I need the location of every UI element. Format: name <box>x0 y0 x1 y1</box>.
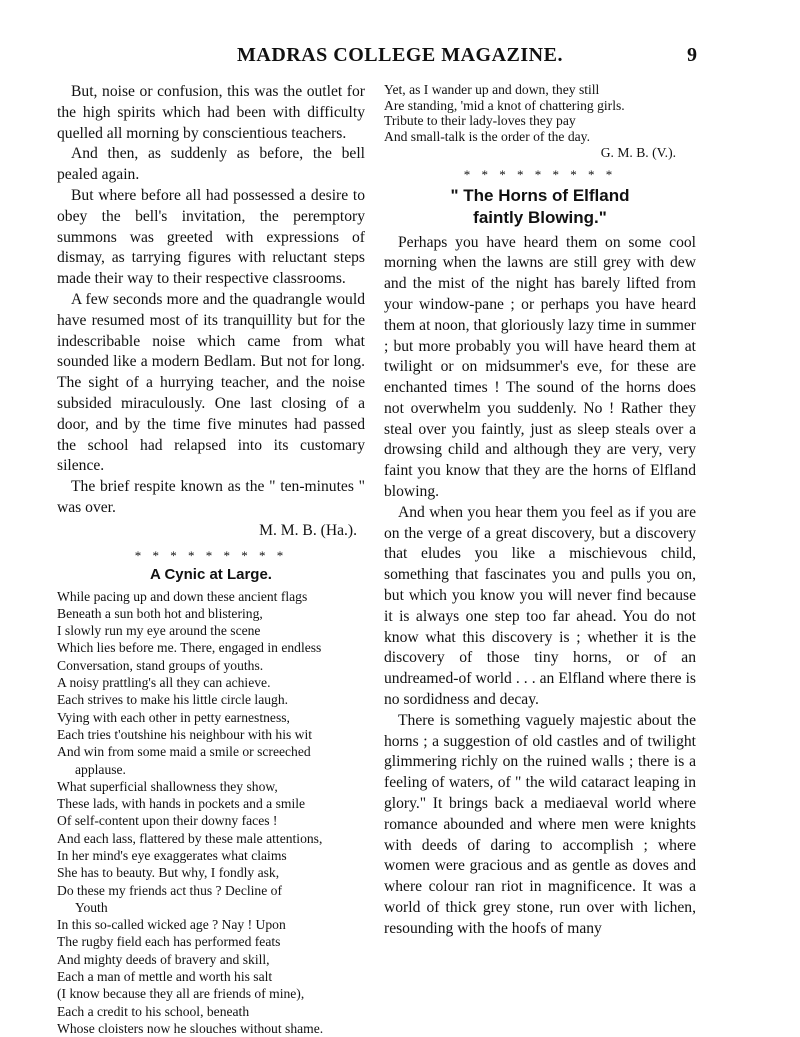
left-column <box>57 82 365 1037</box>
poem-title: A Cynic at Large. <box>150 565 272 583</box>
verse-line: Each a man of mettle and worth his salt <box>57 969 273 985</box>
verse-line: In this so-called wicked age ? Nay ! Upon <box>57 917 286 933</box>
essay-title <box>384 185 696 229</box>
verse-line: Each a credit to his school, beneath <box>57 1003 250 1019</box>
right-column <box>384 82 696 940</box>
verse-line: Each strives to make his little circle laugh. <box>57 692 289 708</box>
verse-line: These lads, with hands in pockets and a smile <box>57 796 306 812</box>
verse-line: Each tries t'outshine his neighbour with his wit <box>57 726 313 742</box>
paragraph: But, noise or confusion, this was the outlet for the high spirits which had been with difficulty quelled all morning by conscientious teachers. <box>57 83 365 142</box>
verse-line: She has to beauty. But why, I fondly ask, <box>57 865 280 881</box>
verse-line: A noisy prattling's all they can achieve. <box>57 675 271 691</box>
verse-line: Whose cloisters now he slouches without shame. <box>57 1020 324 1036</box>
paragraph: The brief respite known as the " ten-minutes " was over. <box>57 478 365 516</box>
verse-line: And each lass, flattered by these male attentions, <box>57 830 323 846</box>
essay-title-line: faintly Blowing." <box>473 207 607 227</box>
verse-line: Are standing, 'mid a knot of chattering girls. <box>384 97 625 113</box>
verse-line: And win from some maid a smile or screeched <box>57 744 311 760</box>
paragraph: But where before all had possessed a desire to obey the bell's invitation, the peremptory summons was greeted with expressions of dismay, as tarrying figures with reluctant steps made their way to their respective classrooms. <box>57 186 365 288</box>
paragraph: There is something vaguely majestic about the horns ; a suggestion of old castles and of twilight glimmering richly on the ruined walls ; there is a feeling of waters, of " the wild cataract leaping in glory." It brings back a mediaeval world where romance abounded and where men were knights with deeds of daring to accomplish ; where women were gracious and as gentle as doves and where colour ran riot in magnificence. It was a world of thick grey stone, run over with lichen, resounding with the hoofs of many <box>384 711 696 937</box>
paragraph: And then, as suddenly as before, the bell pealed again. <box>57 145 365 184</box>
section-divider: * * * * * * * * * <box>463 166 617 182</box>
verse-line: While pacing up and down these ancient flags <box>57 588 308 604</box>
verse-line: Youth <box>75 899 108 915</box>
verse-line: I slowly run my eye around the scene <box>57 623 261 639</box>
magazine-title: MADRAS COLLEGE MAGAZINE. <box>237 44 563 66</box>
verse-line: (I know because they all are friends of mine), <box>57 986 305 1002</box>
verse-line: And small-talk is the order of the day. <box>384 129 590 145</box>
verse-line: Do these my friends act thus ? Decline of <box>57 882 282 898</box>
verse-line: What superficial shallowness they show, <box>57 778 278 794</box>
poem <box>57 588 365 1037</box>
paragraph: Perhaps you have heard them on some cool morning when the lawns are still grey with dew and the mist of the night has barely lifted from your window-pane ; or perhaps you have heard them at noon, that gloriously lazy time in summer ; but more probably you will have heard them at twilight or on midsummer's eve, for these are enchanted times ! The sound of the horns does not overwhelm you suddenly. No ! Rather they steal over you faintly, just as sleep steals over a drowsing child and although they are very, very faint you know that they are the horns of Elfland blowing. <box>384 233 696 501</box>
author-signature: G. M. B. (V.). <box>600 144 676 160</box>
poem-ending <box>384 82 696 161</box>
verse-line: And mighty deeds of bravery and skill, <box>57 951 270 967</box>
verse-line: Conversation, stand groups of youths. <box>57 657 264 673</box>
page-number: 9 <box>687 44 697 66</box>
verse-line: The rugby field each has performed feats <box>57 934 281 950</box>
author-signature: M. M. B. (Ha.). <box>259 521 357 539</box>
paragraph: A few seconds more and the quadrangle would have resumed most of its tranquillity but for the indescribable noise which came from what sounded like a modern Bedlam. But not for long. The sight of a hurrying teacher, and the noise subsided miraculously. One last closing of a door, and by the time five minutes had passed the school had relapsed into its customary silence. <box>57 290 365 475</box>
verse-line: Tribute to their lady-loves they pay <box>384 113 576 129</box>
verse-line: Which lies before me. There, engaged in endless <box>57 640 322 656</box>
verse-line: applause. <box>75 761 126 777</box>
verse-line: Yet, as I wander up and down, they still <box>384 82 600 97</box>
verse-line: Vying with each other in petty earnestness, <box>57 709 290 725</box>
paragraph: And when you hear them you feel as if you are on the verge of a great discovery, but a discovery that eludes you like a mischievous child, something that fascinates you and pulls you on, but which you know you will never find because it is always one step too far ahead. You do not know what this discovery is ; whether it is the discovery of those tiny horns, or of an undreamed-of world . . . an Elfland where there is no sordidness and decay. <box>384 503 696 709</box>
verse-line: Of self-content upon their downy faces ! <box>57 813 278 829</box>
page-header <box>0 44 800 68</box>
verse-line: In her mind's eye exaggerates what claims <box>57 847 287 863</box>
verse-line: Beneath a sun both hot and blistering, <box>57 605 263 621</box>
essay-title-line: " The Horns of Elfland <box>450 185 630 205</box>
section-divider: * * * * * * * * * <box>134 547 288 563</box>
